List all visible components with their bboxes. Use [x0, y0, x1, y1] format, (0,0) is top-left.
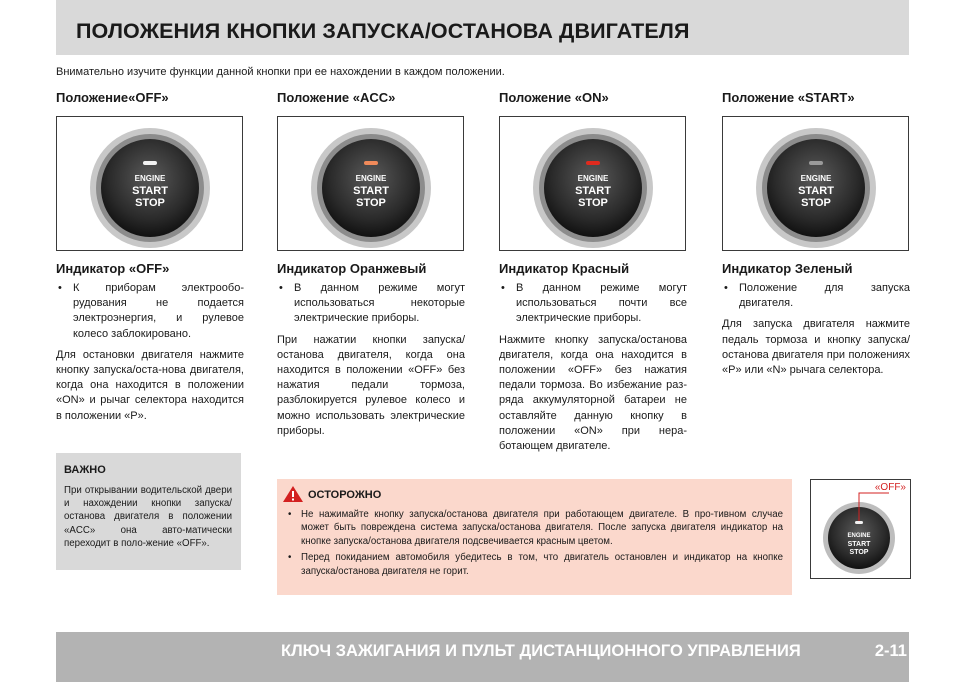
position-title: Положение «ON»	[499, 90, 609, 105]
button-label-start: START	[575, 185, 611, 197]
warning-title: ОСТОРОЖНО	[308, 489, 382, 501]
engine-button-icon	[57, 117, 242, 250]
description-paragraph: Для остановки двигателя нажмите кнопку запуска/оста-нова двигателя, когда она находится в положении «ON» и рычаг селектора находится в положении «P».	[56, 348, 244, 422]
button-photo-acc	[277, 116, 464, 251]
warning-item: • Не нажимайте кнопку запуска/останова двигателя при работающем двигателе. В про-тивном случае может быть повреждена система запуска/останова двигателя. После запуска двигателя индикатор на кнопке запуска/останова двигателя подсвечивается красным цветом.	[285, 508, 783, 548]
button-label-engine: ENGINE	[355, 174, 387, 183]
indicator-light	[364, 161, 378, 165]
button-label-engine: ENGINE	[800, 174, 832, 183]
closeup-label-start: START	[847, 541, 871, 548]
indicator-light	[143, 161, 157, 165]
warning-icon	[282, 485, 304, 503]
page-header	[56, 0, 909, 55]
button-label-stop: STOP	[356, 197, 386, 209]
button-label-start: START	[353, 185, 389, 197]
indicator-light	[586, 161, 600, 165]
engine-button-closeup-icon	[811, 480, 910, 578]
button-label-start: START	[132, 185, 168, 197]
indicator-title: Индикатор «OFF»	[56, 261, 170, 276]
page-footer	[56, 632, 909, 682]
bullet-item: • В данном режиме могут использоваться почти все электрические приборы.	[499, 281, 687, 327]
warning-item: • Перед покиданием автомобиля убедитесь в том, что двигатель остановлен и индикатор на кнопке запуска/останова двигателя не горит.	[285, 551, 783, 578]
description-paragraph: Для запуска двигателя нажмите педаль тормоза и кнопку запуска/останова двигателя при положениях «P» или «N» рычага селектора.	[722, 318, 910, 377]
button-label-stop: STOP	[801, 197, 831, 209]
column-on	[499, 90, 687, 454]
bullet-item: • К приборам электрообо-рудования не подается электроэнергия, и рулевое колесо заблокировано.	[56, 281, 244, 342]
section-title: КЛЮЧ ЗАЖИГАНИЯ И ПУЛЬТ ДИСТАНЦИОННОГО УПРАВЛЕНИЯ	[281, 642, 801, 660]
button-label-engine: ENGINE	[577, 174, 609, 183]
important-text: При открывании водительской двери и нахождении кнопки запуска/останова двигателя в положении «ACC» она авто-матически переходит в поло-жение «OFF».	[64, 485, 232, 549]
button-label-engine: ENGINE	[134, 174, 166, 183]
bullet-item: • Положение для запуска двигателя.	[722, 281, 910, 311]
indicator-title: Индикатор Красный	[499, 261, 630, 276]
important-title: ВАЖНО	[64, 464, 106, 476]
button-label-stop: STOP	[135, 197, 165, 209]
description-paragraph: При нажатии кнопки запуска/останова двигателя, когда она находится в положении «OFF» без нажатия педали тормоза, разблокируется рулевое колесо и можно использовать электрические приборы.	[277, 333, 465, 437]
column-start	[722, 90, 910, 378]
engine-button-icon	[278, 117, 463, 250]
button-label-start: START	[798, 185, 834, 197]
warning-box	[277, 479, 792, 595]
important-note	[56, 453, 241, 570]
column-acc	[277, 90, 465, 439]
button-photo-off	[56, 116, 243, 251]
page-number: 2-11	[874, 642, 907, 660]
button-photo-on	[499, 116, 686, 251]
intro-text: Внимательно изучите функции данной кнопки при ее нахождении в каждом положении.	[56, 66, 505, 78]
button-label-stop: STOP	[578, 197, 608, 209]
description-paragraph: Нажмите кнопку запуска/останова двигателя, когда она находится в положении «OFF» без нажатия педали тормоза. Во избежание раз-ряда аккумуляторной батареи не оставляйте данную кнопку в положении «ON» при нера-ботающем двигателе.	[499, 333, 687, 453]
page-title: ПОЛОЖЕНИЯ КНОПКИ ЗАПУСКА/ОСТАНОВА ДВИГАТЕЛЯ	[76, 19, 690, 43]
column-off	[56, 90, 244, 424]
off-indicator-figure	[810, 479, 911, 579]
closeup-label-stop: STOP	[849, 549, 869, 556]
position-title: Положение «ACC»	[277, 90, 396, 105]
bullet-item: • В данном режиме могут использоваться некоторые электрические приборы.	[277, 281, 465, 327]
position-title: Положение«OFF»	[56, 90, 169, 105]
indicator-title: Индикатор Зеленый	[722, 261, 853, 276]
closeup-label-engine: ENGINE	[847, 533, 871, 539]
engine-button-icon	[500, 117, 685, 250]
off-label: «OFF»	[874, 482, 906, 493]
indicator-title: Индикатор Оранжевый	[277, 261, 427, 276]
button-photo-start	[722, 116, 909, 251]
warning-list	[285, 508, 783, 581]
position-title: Положение «START»	[722, 90, 855, 105]
indicator-light	[809, 161, 823, 165]
engine-button-icon	[723, 117, 908, 250]
